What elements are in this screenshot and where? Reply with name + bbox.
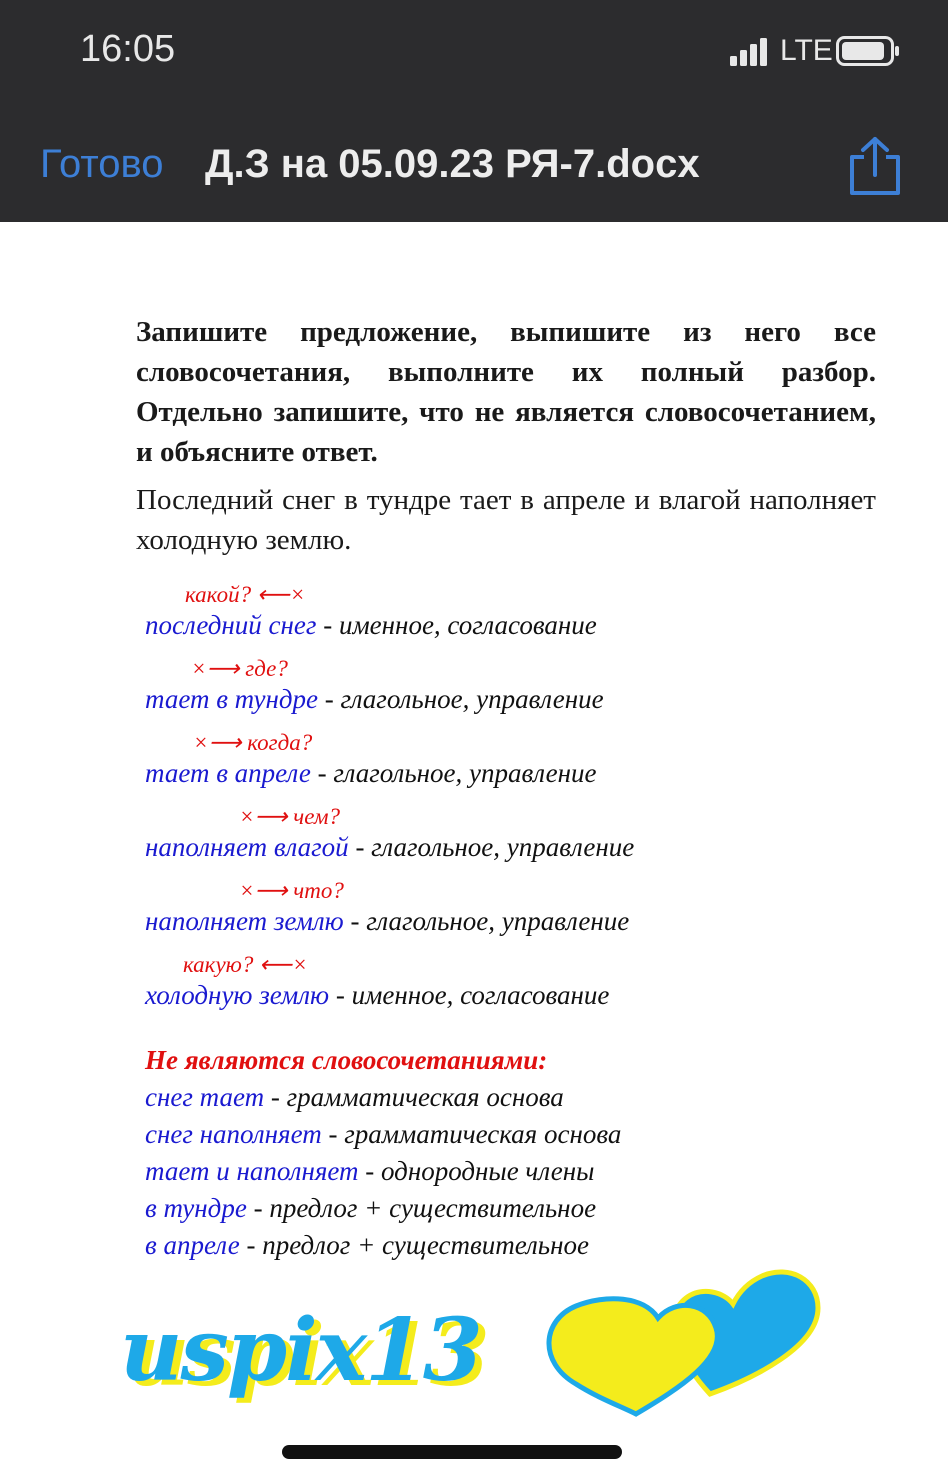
non-phrase-reason: - предлог + существительное xyxy=(246,1193,597,1223)
phrase-words: холодную землю xyxy=(145,980,330,1010)
battery-icon xyxy=(836,36,900,66)
non-phrases-block xyxy=(145,1042,621,1264)
phrase-analysis: - глагольное, управление xyxy=(310,758,597,788)
non-phrase-words: в апреле xyxy=(145,1230,240,1260)
non-phrase-item xyxy=(145,1227,621,1264)
example-sentence: Последний снег в тундре тает в апреле и влагой наполняет холодную землю. xyxy=(136,484,876,556)
question-mark: ×⟶ когда? xyxy=(193,730,313,755)
phrase-analysis: - именное, согласование xyxy=(329,980,610,1010)
non-phrase-reason: - однородные члены xyxy=(358,1156,595,1186)
phrase-analysis: - именное, согласование xyxy=(316,610,597,640)
network-type: LTE xyxy=(780,34,833,67)
watermark-text: uspix13 xyxy=(120,1300,481,1401)
non-phrase-item xyxy=(145,1116,621,1153)
non-phrase-reason: - грамматическая основа xyxy=(264,1082,564,1112)
phrase-row xyxy=(145,656,925,726)
question-mark: какой? ⟵× xyxy=(185,582,306,607)
non-phrase-words: снег наполняет xyxy=(145,1119,322,1149)
phrase-analysis: - глагольное, управление xyxy=(343,906,630,936)
phrase-words: наполняет землю xyxy=(145,906,344,936)
hearts-icon xyxy=(540,1262,830,1422)
document-title: Д.З на 05.09.23 РЯ-7.docx xyxy=(205,142,700,186)
phrase-row xyxy=(145,582,925,652)
non-phrase-item xyxy=(145,1190,621,1227)
top-bar xyxy=(0,0,948,222)
phrase-words: наполняет влагой xyxy=(145,832,349,862)
non-phrase-words: в тундре xyxy=(145,1193,247,1223)
home-indicator[interactable] xyxy=(282,1445,622,1459)
non-phrase-words: снег тает xyxy=(145,1082,265,1112)
non-phrase-item xyxy=(145,1079,621,1116)
non-phrases-title: Не являются словосочетаниями: xyxy=(145,1045,548,1075)
share-icon[interactable] xyxy=(846,135,904,197)
question-mark: ×⟶ где? xyxy=(191,656,288,681)
phrase-words: последний снег xyxy=(145,610,317,640)
cellular-signal-icon xyxy=(730,38,774,66)
status-time: 16:05 xyxy=(80,28,176,70)
phrase-words: тает в апреле xyxy=(145,758,311,788)
done-button[interactable]: Готово xyxy=(40,142,164,186)
phrase-analysis: - глагольное, управление xyxy=(318,684,604,714)
question-mark: ×⟶ чем? xyxy=(239,804,341,829)
phrase-row xyxy=(145,952,925,1022)
phrase-row xyxy=(145,878,925,948)
phrase-analysis: - глагольное, управление xyxy=(348,832,635,862)
question-mark: какую? ⟵× xyxy=(183,952,308,977)
non-phrase-item xyxy=(145,1153,621,1190)
phrase-row xyxy=(145,804,925,874)
task-text: Запишите предложение, выпишите из него все словосочетания, выполните их полный разбор. Отдельно запишите, что не является словосочетанием, и объясните ответ. xyxy=(136,316,876,468)
non-phrase-reason: - предлог + существительное xyxy=(239,1230,589,1260)
non-phrase-words: тает и наполняет xyxy=(145,1156,359,1186)
non-phrase-reason: - грамматическая основа xyxy=(321,1119,622,1149)
question-mark: ×⟶ что? xyxy=(239,878,344,903)
phrase-row xyxy=(145,730,925,800)
phrase-words: тает в тундре xyxy=(145,684,319,714)
